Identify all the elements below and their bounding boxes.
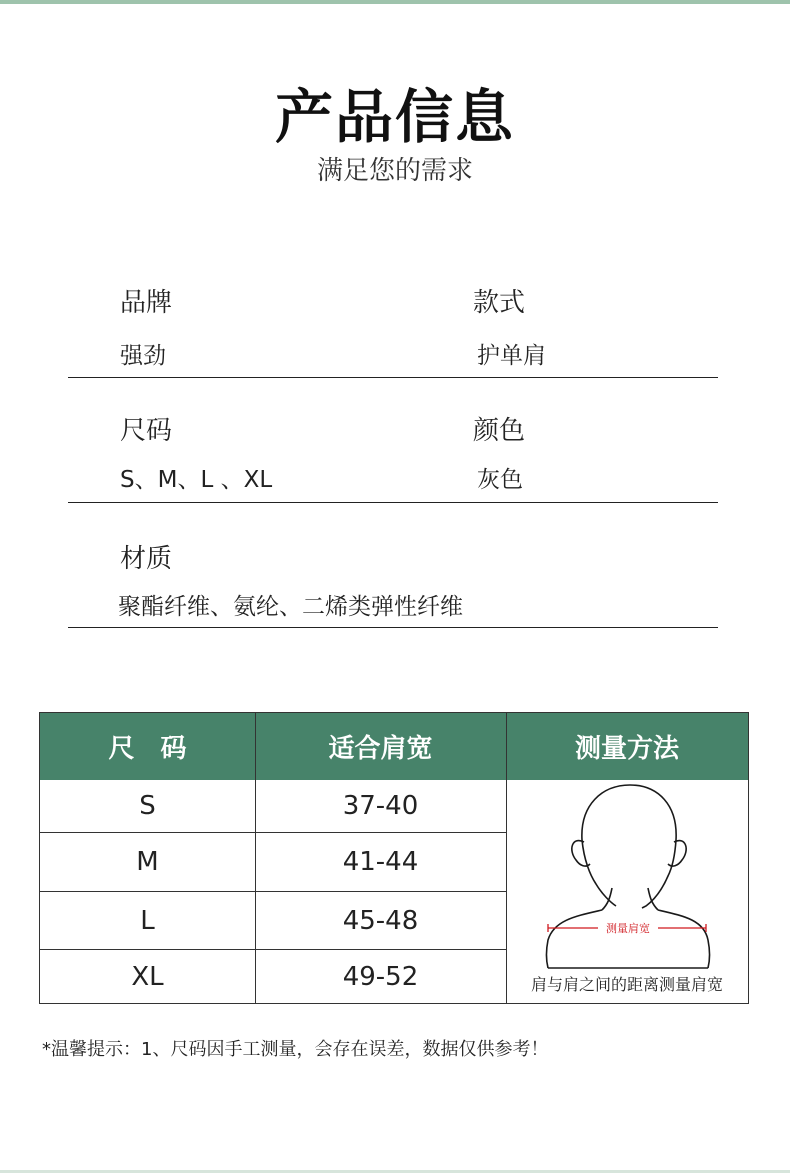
shoulder-measure-illustration — [506, 780, 748, 970]
top-accent-bar — [0, 0, 790, 4]
size-table — [39, 712, 749, 1004]
warm-tip: *温馨提示：1、尺码因手工测量，会存在误差，数据仅供参考！ — [42, 1039, 549, 1060]
style-field — [473, 282, 546, 370]
page-title: 产品信息 — [274, 83, 515, 151]
style-label: 款式 — [473, 288, 526, 318]
size-cell-xl: XL — [131, 961, 164, 992]
shoulder-cell-s: 37-40 — [342, 791, 419, 821]
brand-label: 品牌 — [120, 288, 173, 318]
shoulder-cell-m: 41-44 — [342, 847, 419, 877]
header-size: 尺 码 — [40, 713, 255, 780]
material-value-wrap — [118, 588, 463, 621]
style-value: 护单肩 — [477, 343, 546, 369]
header-measure-method: 测量方法 — [506, 713, 748, 780]
brand-value: 强劲 — [120, 343, 166, 369]
right-ear — [668, 841, 686, 867]
header-shoulder-width: 适合肩宽 — [255, 713, 506, 780]
material-value: 聚酯纤维、氨纶、二烯类弹性纤维 — [118, 594, 463, 620]
measure-caption: 肩与肩之间的距离测量肩宽 — [530, 975, 723, 994]
size-cell-s: S — [139, 791, 156, 821]
left-ear — [572, 841, 590, 867]
measure-label: 测量肩宽 — [606, 922, 650, 935]
color-value: 灰色 — [477, 467, 523, 493]
info-row-size-color — [68, 410, 718, 503]
right-shoulder — [658, 910, 710, 968]
brand-field — [120, 282, 172, 370]
left-shoulder — [547, 910, 603, 968]
head-outline-left — [582, 840, 616, 906]
measure-illustration-cell — [506, 780, 748, 1003]
head-outline-right — [582, 785, 676, 908]
size-field — [120, 410, 272, 494]
size-cell-m: M — [136, 847, 159, 877]
size-value: S、M、L 、XL — [120, 467, 273, 493]
page-subtitle: 满足您的需求 — [316, 156, 473, 186]
shoulder-cell-xl: 49-52 — [342, 961, 419, 992]
color-field — [473, 410, 525, 494]
shoulder-cell-l: 45-48 — [342, 905, 419, 936]
info-row-material — [68, 538, 718, 628]
color-label: 颜色 — [473, 416, 526, 446]
info-row-brand-style — [68, 282, 718, 378]
material-label: 材质 — [120, 544, 173, 574]
size-cell-l: L — [140, 905, 155, 936]
size-label: 尺码 — [120, 416, 173, 446]
material-field — [120, 538, 172, 575]
